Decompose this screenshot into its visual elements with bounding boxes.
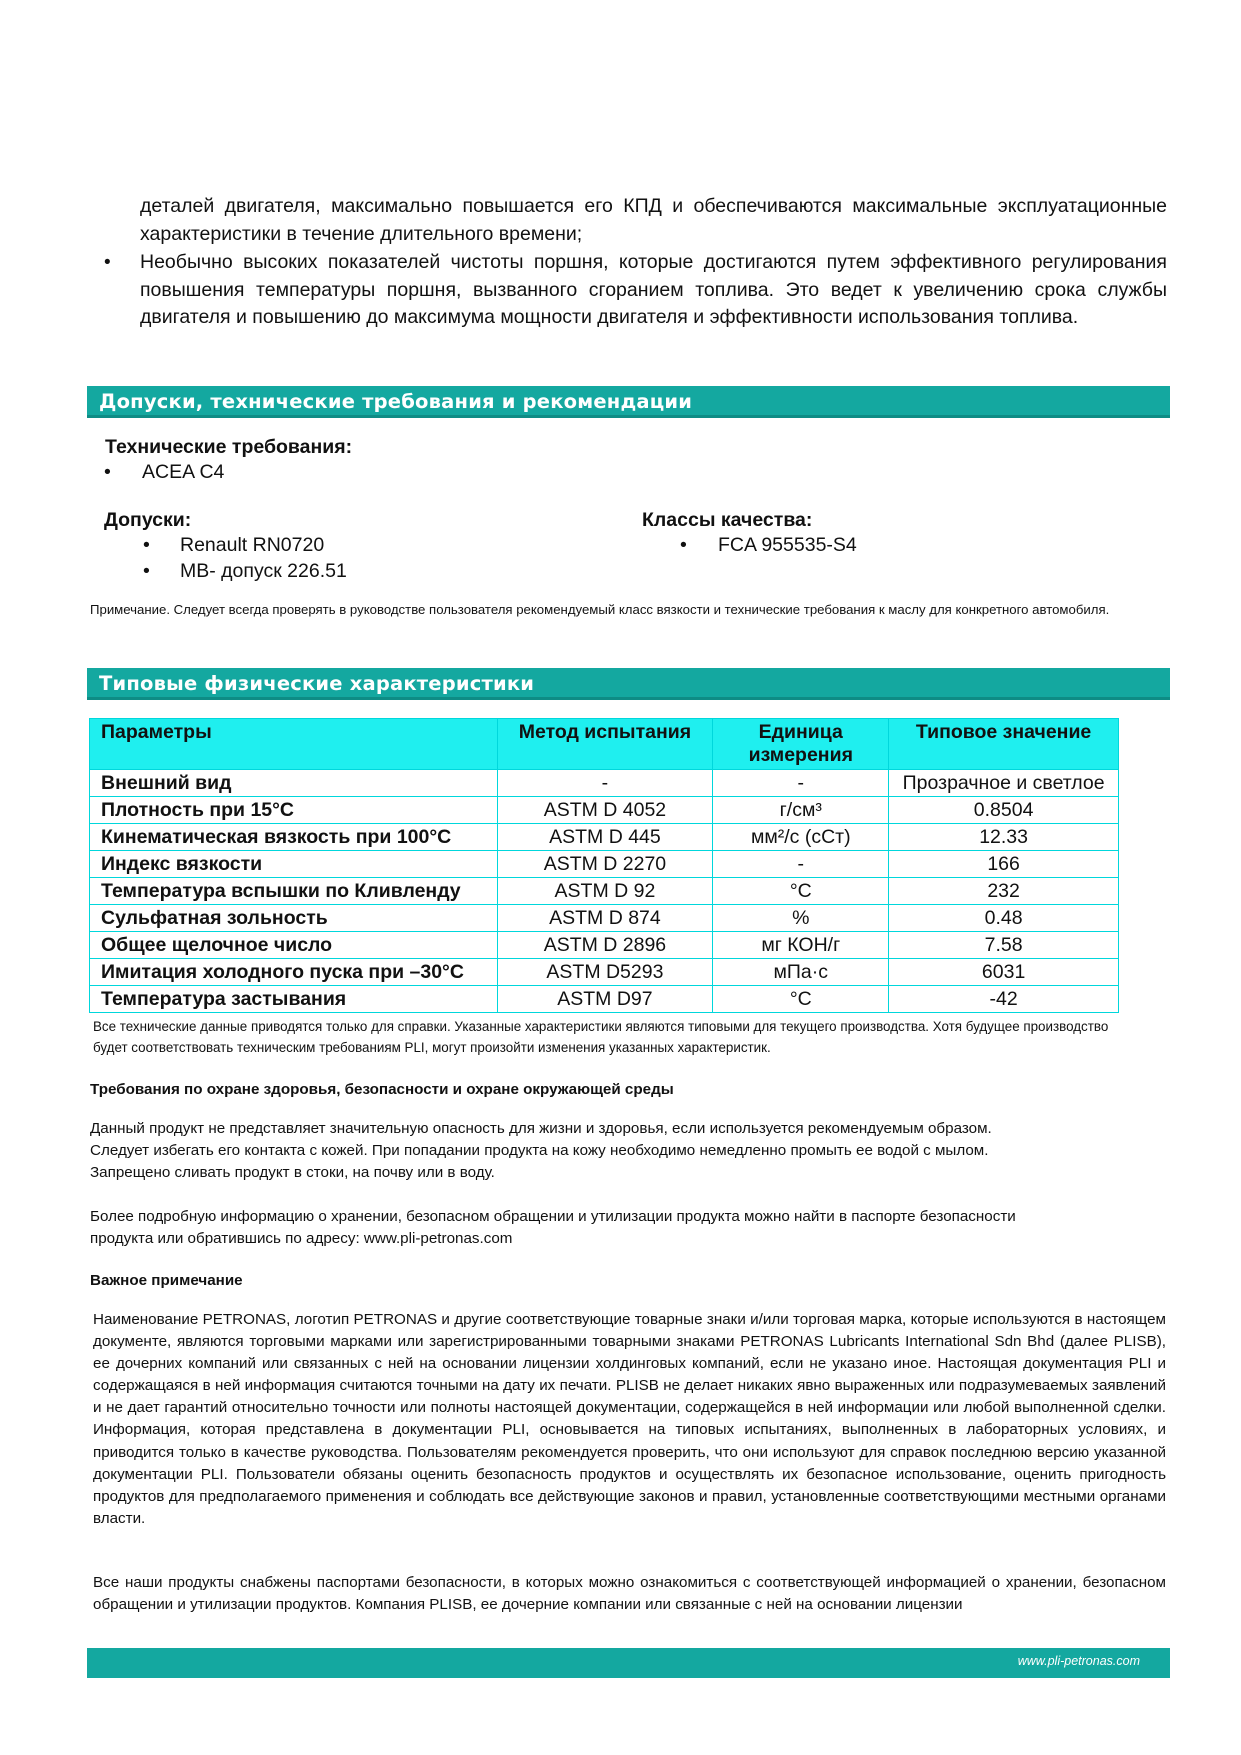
cell-value: 166 (889, 851, 1119, 878)
cell-value: 7.58 (889, 932, 1119, 959)
cell-param: Общее щелочное число (90, 932, 498, 959)
viscosity-note: Примечание. Следует всегда проверять в руководстве пользователя рекомендуемый класс вязкости и технические требования к маслу для конкретного автомобиля. (90, 602, 1110, 617)
cell-method: ASTM D 874 (497, 905, 713, 932)
table-row (90, 986, 1119, 1013)
header-unit: Единица измерения (713, 719, 889, 770)
cell-value: 0.48 (889, 905, 1119, 932)
cell-value: -42 (889, 986, 1119, 1013)
cell-unit: - (713, 770, 889, 797)
cell-method: ASTM D5293 (497, 959, 713, 986)
cell-param: Кинематическая вязкость при 100°C (90, 824, 498, 851)
table-row (90, 797, 1119, 824)
cell-value: Прозрачное и светлое (889, 770, 1119, 797)
cell-value: 12.33 (889, 824, 1119, 851)
bullet-icon: • (143, 534, 150, 556)
cell-method: ASTM D 445 (497, 824, 713, 851)
cell-param: Имитация холодного пуска при –30°C (90, 959, 498, 986)
quality-heading: Классы качества: (642, 509, 813, 531)
cell-param: Индекс вязкости (90, 851, 498, 878)
table-disclaimer: Все технические данные приводятся только для справки. Указанные характеристики являются типовыми для текущего производства. Хотя будущее производство будет соответствовать техническим требованиям PLI, могут произойти изменения указанных характеристик. (93, 1019, 1109, 1055)
important-paragraph-2: Все наши продукты снабжены паспортами безопасности, в которых можно ознакомиться с соответствующей информацией о хранении, безопасном обращении и утилизации продуктов. Компания PLISB, ее дочерние компании или связанные с ней на основании лицензии (93, 1574, 1166, 1614)
cell-unit: мПа·с (713, 959, 889, 986)
intro-bullet-text: Необычно высоких показателей чистоты поршня, которые достигаются путем эффективного регулирования повышения температуры поршня, вызванного сгоранием топлива. Это ведет к увеличению срока службы двигателя и повышению до максимума мощности двигателя и эффективности использования топлива. (140, 251, 1167, 328)
approvals-section-header (87, 386, 1170, 418)
table-row (90, 878, 1119, 905)
cell-method: ASTM D 2270 (497, 851, 713, 878)
hse-line-2: Следует избегать его контакта с кожей. При попадании продукта на кожу необходимо немедленно промыть ее водой с мылом. (90, 1142, 989, 1159)
cell-value: 6031 (889, 959, 1119, 986)
quality-item-label: FCA 955535-S4 (718, 534, 857, 556)
approvals-heading: Допуски: (104, 509, 192, 531)
table-row (90, 905, 1119, 932)
cell-unit: °C (713, 986, 889, 1013)
table-row (90, 824, 1119, 851)
hse-line-3: Запрещено сливать продукт в стоки, на почву или в воду. (90, 1164, 495, 1181)
cell-value: 0.8504 (889, 797, 1119, 824)
hse-more-line-2: продукта или обратившись по адресу: www.pli-petronas.com (90, 1230, 513, 1247)
important-paragraph-1: Наименование PETRONAS, логотип PETRONAS и другие соответствующие товарные знаки и/или торговая марка, которые используются в настоящем документе, являются торговыми марками или зарегистрированными товарными знаками PETRONAS Lubricants International Sdn Bhd (далее PLISB), ее дочерних компаний или связанных с ней на основании лицензии холдинговых компаний, если не указано иное. Настоящая документация PLI и содержащаяся в ней информация считаются точными на дату их печати. PLISB не делает никаких явно выраженных или подразумеваемых заявлений и не дает гарантий относительно точности или полноты настоящей документации, содержащейся в ней информации или любой выполненной сделки. Информация, которая представлена в документации PLI, основывается на типовых испытаниях, выполненных в лабораторных условиях, и приводится только в качестве руководства. Пользователям рекомендуется проверить, что они используют для справок последнюю версию указанной документации PLI. Пользователи обязаны оценить безопасность продуктов и осуществлять их безопасное использование, оценить пригодность продуктов для предполагаемого применения и соблюдать все действующие законов и правил, установленные соответствующими местными органами власти. (93, 1311, 1166, 1527)
approvals-section-title: Допуски, технические требования и рекомендации (99, 390, 693, 413)
cell-method: ASTM D 92 (497, 878, 713, 905)
header-param: Параметры (90, 719, 498, 770)
cell-method: ASTM D 2896 (497, 932, 713, 959)
bullet-icon: • (680, 534, 687, 556)
spec-item-label: ACEA C4 (142, 461, 225, 483)
approval-item-label: Renault RN0720 (180, 534, 325, 556)
hse-more-line-1: Более подробную информацию о хранении, безопасном обращении и утилизации продукта можно найти в паспорте безопасности (90, 1208, 1016, 1225)
bullet-icon: • (104, 461, 111, 483)
footer-band (87, 1648, 1170, 1678)
cell-unit: % (713, 905, 889, 932)
approval-item-label: MB- допуск 226.51 (180, 560, 347, 582)
table-row (90, 932, 1119, 959)
important-heading: Важное примечание (90, 1272, 243, 1289)
intro-continuation: деталей двигателя, максимально повышается его КПД и обеспечиваются максимальные эксплуатационные характеристики в течение длительного времени; (140, 195, 1167, 245)
footer-url[interactable]: www.pli-petronas.com (1017, 1654, 1140, 1668)
properties-table (89, 718, 1119, 1013)
cell-unit: - (713, 851, 889, 878)
header-method: Метод испытания (497, 719, 713, 770)
cell-method: ASTM D97 (497, 986, 713, 1013)
table-row (90, 959, 1119, 986)
table-row (90, 851, 1119, 878)
cell-param: Температура вспышки по Кливленду (90, 878, 498, 905)
specs-heading: Технические требования: (105, 436, 353, 458)
table-row (90, 770, 1119, 797)
header-value: Типовое значение (889, 719, 1119, 770)
cell-unit: °C (713, 878, 889, 905)
bullet-icon: • (143, 560, 150, 582)
cell-method: - (497, 770, 713, 797)
bullet-icon: • (104, 252, 111, 273)
properties-section-header (87, 668, 1170, 700)
hse-line-1: Данный продукт не представляет значительную опасность для жизни и здоровья, если используется рекомендуемым образом. (90, 1120, 992, 1137)
cell-unit: г/см³ (713, 797, 889, 824)
cell-param: Внешний вид (90, 770, 498, 797)
cell-unit: мг КОН/г (713, 932, 889, 959)
hse-heading: Требования по охране здоровья, безопасности и охране окружающей среды (90, 1081, 674, 1098)
cell-method: ASTM D 4052 (497, 797, 713, 824)
cell-param: Плотность при 15°C (90, 797, 498, 824)
properties-section-title: Типовые физические характеристики (99, 672, 535, 695)
cell-value: 232 (889, 878, 1119, 905)
cell-unit: мм²/с (сСт) (713, 824, 889, 851)
table-header-row (90, 719, 1119, 770)
cell-param: Температура застывания (90, 986, 498, 1013)
cell-param: Сульфатная зольность (90, 905, 498, 932)
